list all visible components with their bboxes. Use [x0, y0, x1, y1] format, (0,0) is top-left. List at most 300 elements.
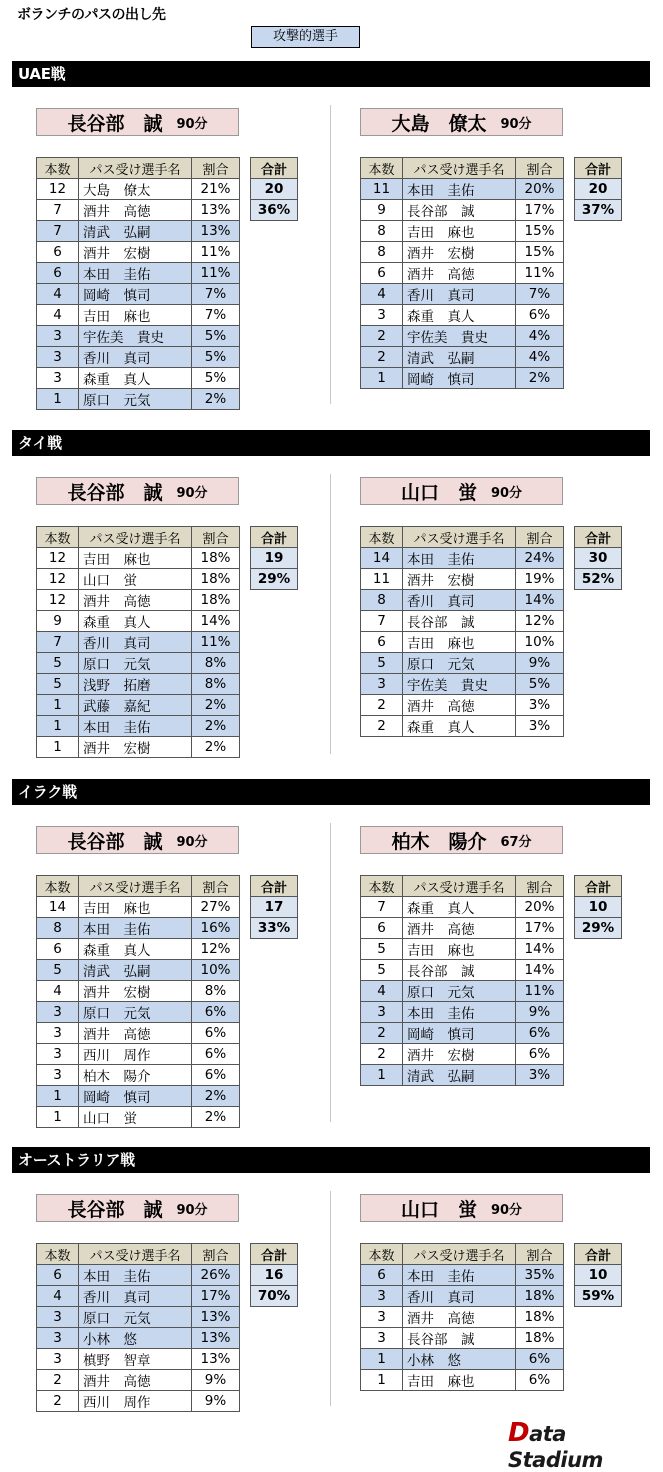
- total-header-row: [251, 1244, 298, 1265]
- header-ratio: 割合: [192, 1244, 240, 1265]
- total-count-row: [575, 1265, 622, 1286]
- pass-ratio: 14%: [516, 960, 564, 981]
- pass-ratio: 2%: [516, 368, 564, 389]
- table-row: [37, 1328, 240, 1349]
- pass-count: 3: [361, 674, 403, 695]
- header-total: 合計: [251, 158, 298, 179]
- header-total: 合計: [575, 1244, 622, 1265]
- pass-count: 2: [361, 1044, 403, 1065]
- pass-count: 5: [361, 960, 403, 981]
- pass-table: [360, 875, 564, 1086]
- receiver-name: 清武 弘嗣: [79, 960, 192, 981]
- table-row: [361, 1002, 564, 1023]
- player-name-box: [360, 1194, 563, 1222]
- pass-ratio: 3%: [516, 1065, 564, 1086]
- receiver-name: 酒井 宏樹: [403, 242, 516, 263]
- receiver-name: 宇佐美 貴史: [79, 326, 192, 347]
- pass-table: [36, 875, 240, 1128]
- pass-count: 6: [37, 242, 79, 263]
- total-count-row: [251, 179, 298, 200]
- table-row: [361, 1265, 564, 1286]
- player-name-box: [36, 477, 239, 505]
- pass-ratio: 18%: [516, 1286, 564, 1307]
- pass-count: 6: [37, 939, 79, 960]
- player-name: 長谷部 誠: [67, 112, 163, 135]
- pass-count: 7: [361, 897, 403, 918]
- pass-count: 5: [37, 653, 79, 674]
- pass-ratio: 13%: [192, 1349, 240, 1370]
- table-row: [37, 326, 240, 347]
- pass-count: 1: [37, 737, 79, 758]
- total-count-row: [575, 897, 622, 918]
- pass-ratio: 16%: [192, 918, 240, 939]
- pass-ratio: 4%: [516, 326, 564, 347]
- receiver-name: 酒井 高徳: [79, 1370, 192, 1391]
- pass-ratio: 26%: [192, 1265, 240, 1286]
- pass-ratio: 6%: [516, 1023, 564, 1044]
- column-divider: [330, 474, 331, 754]
- player-name: 長谷部 誠: [67, 830, 163, 853]
- header-count: 本数: [37, 527, 79, 548]
- table-header-row: [361, 876, 564, 897]
- table-row: [37, 1286, 240, 1307]
- receiver-name: 森重 真人: [79, 368, 192, 389]
- table-row: [37, 347, 240, 368]
- pass-count: 3: [361, 1307, 403, 1328]
- header-ratio: 割合: [516, 158, 564, 179]
- pass-count: 5: [361, 653, 403, 674]
- table-row: [361, 179, 564, 200]
- player-name: 長谷部 誠: [67, 1198, 163, 1221]
- pass-count: 3: [361, 1328, 403, 1349]
- total-count: 10: [575, 1265, 622, 1286]
- pass-count: 3: [37, 1044, 79, 1065]
- pass-ratio: 6%: [516, 305, 564, 326]
- header-count: 本数: [37, 158, 79, 179]
- receiver-name: 小林 悠: [403, 1349, 516, 1370]
- player-name: 大島 僚太: [391, 112, 487, 135]
- pass-ratio: 10%: [192, 960, 240, 981]
- pass-count: 6: [361, 918, 403, 939]
- receiver-name: 酒井 宏樹: [403, 569, 516, 590]
- receiver-name: 原口 元気: [79, 389, 192, 410]
- total-count-row: [251, 897, 298, 918]
- pass-ratio: 17%: [192, 1286, 240, 1307]
- table-row: [361, 632, 564, 653]
- table-row: [37, 1107, 240, 1128]
- receiver-name: 槙野 智章: [79, 1349, 192, 1370]
- player-minutes: 67分: [500, 834, 532, 850]
- table-row: [37, 263, 240, 284]
- table-row: [361, 1286, 564, 1307]
- receiver-name: 森重 真人: [403, 305, 516, 326]
- total-pct-row: [251, 569, 298, 590]
- total-header-row: [251, 876, 298, 897]
- column-divider: [330, 105, 331, 404]
- total-percent: 29%: [251, 569, 298, 590]
- header-receiver: パス受け選手名: [403, 527, 516, 548]
- pass-table: [360, 1243, 564, 1391]
- receiver-name: 吉田 麻也: [79, 305, 192, 326]
- section-header: タイ戦: [12, 430, 650, 456]
- table-row: [361, 653, 564, 674]
- total-count: 20: [251, 179, 298, 200]
- total-count: 17: [251, 897, 298, 918]
- pass-count: 5: [37, 674, 79, 695]
- pass-count: 3: [37, 1349, 79, 1370]
- pass-count: 4: [361, 284, 403, 305]
- table-row: [37, 918, 240, 939]
- table-row: [361, 981, 564, 1002]
- table-row: [361, 674, 564, 695]
- pass-ratio: 12%: [516, 611, 564, 632]
- table-row: [37, 695, 240, 716]
- pass-ratio: 21%: [192, 179, 240, 200]
- total-pct-row: [251, 1286, 298, 1307]
- player-name: 山口 蛍: [400, 1198, 477, 1221]
- table-row: [37, 737, 240, 758]
- table-row: [37, 981, 240, 1002]
- header-ratio: 割合: [192, 876, 240, 897]
- player-minutes: 90分: [490, 485, 523, 501]
- pass-ratio: 24%: [516, 548, 564, 569]
- receiver-name: 長谷部 誠: [403, 611, 516, 632]
- pass-count: 5: [37, 960, 79, 981]
- pass-ratio: 3%: [516, 695, 564, 716]
- table-row: [361, 939, 564, 960]
- pass-count: 4: [37, 981, 79, 1002]
- data-stadium-logo: [508, 1418, 663, 1472]
- page-title: ボランチのパスの出し先: [17, 7, 166, 23]
- pass-ratio: 19%: [516, 569, 564, 590]
- pass-table: [360, 526, 564, 737]
- pass-ratio: 3%: [516, 716, 564, 737]
- header-receiver: パス受け選手名: [403, 1244, 516, 1265]
- table-row: [361, 1307, 564, 1328]
- pass-ratio: 6%: [192, 1002, 240, 1023]
- pass-ratio: 5%: [192, 326, 240, 347]
- receiver-name: 香川 真司: [403, 284, 516, 305]
- pass-count: 6: [361, 263, 403, 284]
- total-count: 16: [251, 1265, 298, 1286]
- table-row: [37, 284, 240, 305]
- table-row: [37, 960, 240, 981]
- pass-count: 3: [361, 1286, 403, 1307]
- receiver-name: 本田 圭佑: [79, 918, 192, 939]
- header-ratio: 割合: [516, 527, 564, 548]
- header-count: 本数: [361, 158, 403, 179]
- pass-count: 2: [361, 1023, 403, 1044]
- receiver-name: 岡崎 慎司: [403, 368, 516, 389]
- pass-ratio: 27%: [192, 897, 240, 918]
- pass-count: 8: [361, 221, 403, 242]
- pass-ratio: 13%: [192, 200, 240, 221]
- pass-ratio: 6%: [516, 1370, 564, 1391]
- table-row: [37, 389, 240, 410]
- total-count-row: [575, 179, 622, 200]
- pass-ratio: 11%: [192, 242, 240, 263]
- pass-ratio: 13%: [192, 1328, 240, 1349]
- header-total: 合計: [251, 527, 298, 548]
- player-name-box: [360, 826, 563, 854]
- pass-ratio: 6%: [192, 1065, 240, 1086]
- table-row: [37, 611, 240, 632]
- receiver-name: 香川 真司: [403, 590, 516, 611]
- table-row: [37, 548, 240, 569]
- header-ratio: 割合: [192, 527, 240, 548]
- pass-ratio: 2%: [192, 1107, 240, 1128]
- header-receiver: パス受け選手名: [79, 1244, 192, 1265]
- table-row: [37, 716, 240, 737]
- receiver-name: 大島 僚太: [79, 179, 192, 200]
- pass-ratio: 11%: [516, 263, 564, 284]
- pass-ratio: 11%: [192, 263, 240, 284]
- pass-ratio: 8%: [192, 981, 240, 1002]
- pass-count: 7: [361, 611, 403, 632]
- pass-ratio: 15%: [516, 221, 564, 242]
- receiver-name: 本田 圭佑: [403, 548, 516, 569]
- pass-ratio: 5%: [516, 674, 564, 695]
- pass-ratio: 18%: [192, 590, 240, 611]
- pass-count: 7: [37, 200, 79, 221]
- pass-count: 12: [37, 548, 79, 569]
- pass-table: [36, 157, 240, 410]
- pass-count: 4: [37, 1286, 79, 1307]
- logo-initial: D: [508, 1418, 530, 1448]
- total-header-row: [575, 158, 622, 179]
- pass-count: 3: [37, 326, 79, 347]
- total-table: [250, 875, 298, 939]
- section-header: オーストラリア戦: [12, 1147, 650, 1173]
- pass-count: 6: [37, 263, 79, 284]
- table-row: [37, 569, 240, 590]
- pass-count: 7: [37, 221, 79, 242]
- pass-count: 4: [37, 284, 79, 305]
- pass-ratio: 12%: [192, 939, 240, 960]
- receiver-name: 酒井 高徳: [403, 695, 516, 716]
- total-percent: 29%: [575, 918, 622, 939]
- pass-ratio: 17%: [516, 200, 564, 221]
- player-name-box: [36, 108, 239, 136]
- pass-count: 2: [37, 1391, 79, 1412]
- header-total: 合計: [575, 527, 622, 548]
- receiver-name: 清武 弘嗣: [79, 221, 192, 242]
- total-percent: 59%: [575, 1286, 622, 1307]
- receiver-name: 吉田 麻也: [403, 632, 516, 653]
- pass-ratio: 2%: [192, 716, 240, 737]
- column-divider: [330, 823, 331, 1122]
- table-row: [37, 1002, 240, 1023]
- header-receiver: パス受け選手名: [79, 876, 192, 897]
- player-minutes: 90分: [490, 1202, 523, 1218]
- pass-count: 1: [37, 695, 79, 716]
- total-table: [250, 1243, 298, 1307]
- pass-ratio: 4%: [516, 347, 564, 368]
- receiver-name: 西川 周作: [79, 1391, 192, 1412]
- receiver-name: 香川 真司: [79, 632, 192, 653]
- pass-count: 3: [37, 368, 79, 389]
- pass-count: 12: [37, 590, 79, 611]
- pass-count: 1: [37, 1086, 79, 1107]
- table-row: [361, 1370, 564, 1391]
- pass-count: 1: [361, 1065, 403, 1086]
- receiver-name: 岡崎 慎司: [79, 1086, 192, 1107]
- receiver-name: 酒井 宏樹: [403, 1044, 516, 1065]
- receiver-name: 原口 元気: [79, 1002, 192, 1023]
- pass-count: 9: [361, 200, 403, 221]
- total-count-row: [251, 1265, 298, 1286]
- header-receiver: パス受け選手名: [403, 876, 516, 897]
- pass-count: 3: [37, 1002, 79, 1023]
- pass-count: 8: [361, 590, 403, 611]
- pass-ratio: 7%: [192, 305, 240, 326]
- table-row: [37, 179, 240, 200]
- receiver-name: 長谷部 誠: [403, 1328, 516, 1349]
- header-receiver: パス受け選手名: [79, 158, 192, 179]
- table-row: [37, 242, 240, 263]
- table-row: [37, 368, 240, 389]
- receiver-name: 本田 圭佑: [79, 263, 192, 284]
- receiver-name: 清武 弘嗣: [403, 347, 516, 368]
- receiver-name: 吉田 麻也: [403, 1370, 516, 1391]
- column-divider: [330, 1191, 331, 1406]
- total-header-row: [575, 527, 622, 548]
- table-row: [361, 305, 564, 326]
- total-pct-row: [575, 1286, 622, 1307]
- pass-count: 1: [361, 1349, 403, 1370]
- pass-count: 4: [37, 305, 79, 326]
- receiver-name: 本田 圭佑: [403, 1265, 516, 1286]
- player-name-box: [360, 477, 563, 505]
- table-row: [361, 716, 564, 737]
- pass-count: 1: [37, 716, 79, 737]
- player-name-box: [360, 108, 563, 136]
- table-row: [37, 1044, 240, 1065]
- table-header-row: [37, 1244, 240, 1265]
- pass-ratio: 2%: [192, 1086, 240, 1107]
- receiver-name: 原口 元気: [79, 1307, 192, 1328]
- pass-ratio: 9%: [192, 1391, 240, 1412]
- receiver-name: 柏木 陽介: [79, 1065, 192, 1086]
- header-receiver: パス受け選手名: [403, 158, 516, 179]
- pass-count: 1: [361, 368, 403, 389]
- total-percent: 52%: [575, 569, 622, 590]
- total-table: [574, 1243, 622, 1307]
- total-header-row: [575, 1244, 622, 1265]
- receiver-name: 原口 元気: [403, 653, 516, 674]
- pass-count: 6: [37, 1265, 79, 1286]
- header-count: 本数: [37, 876, 79, 897]
- receiver-name: 酒井 宏樹: [79, 242, 192, 263]
- receiver-name: 酒井 高徳: [403, 263, 516, 284]
- table-row: [361, 221, 564, 242]
- receiver-name: 武藤 嘉紀: [79, 695, 192, 716]
- receiver-name: 浅野 拓磨: [79, 674, 192, 695]
- table-row: [361, 242, 564, 263]
- total-percent: 36%: [251, 200, 298, 221]
- pass-count: 4: [361, 981, 403, 1002]
- player-minutes: 90分: [500, 116, 532, 132]
- total-table: [574, 526, 622, 590]
- table-row: [361, 1328, 564, 1349]
- table-row: [37, 939, 240, 960]
- pass-ratio: 2%: [192, 695, 240, 716]
- total-pct-row: [251, 918, 298, 939]
- pass-ratio: 11%: [192, 632, 240, 653]
- pass-ratio: 5%: [192, 368, 240, 389]
- table-header-row: [37, 158, 240, 179]
- player-name-box: [36, 826, 239, 854]
- receiver-name: 森重 真人: [403, 897, 516, 918]
- table-row: [361, 1065, 564, 1086]
- pass-count: 14: [361, 548, 403, 569]
- receiver-name: 本田 圭佑: [403, 179, 516, 200]
- table-row: [37, 632, 240, 653]
- table-row: [361, 200, 564, 221]
- total-count: 20: [575, 179, 622, 200]
- total-table: [574, 157, 622, 221]
- pass-ratio: 13%: [192, 1307, 240, 1328]
- legend-attacking-players: 攻撃的選手: [251, 26, 360, 48]
- header-ratio: 割合: [516, 876, 564, 897]
- table-row: [361, 284, 564, 305]
- pass-count: 2: [361, 326, 403, 347]
- pass-ratio: 13%: [192, 221, 240, 242]
- receiver-name: 長谷部 誠: [403, 960, 516, 981]
- table-row: [361, 368, 564, 389]
- pass-ratio: 6%: [192, 1023, 240, 1044]
- pass-count: 2: [361, 716, 403, 737]
- header-ratio: 割合: [192, 158, 240, 179]
- pass-ratio: 8%: [192, 653, 240, 674]
- pass-ratio: 20%: [516, 897, 564, 918]
- table-header-row: [37, 876, 240, 897]
- table-row: [37, 200, 240, 221]
- pass-table: [360, 157, 564, 389]
- pass-count: 12: [37, 179, 79, 200]
- player-name: 長谷部 誠: [67, 481, 163, 504]
- pass-ratio: 14%: [192, 611, 240, 632]
- header-count: 本数: [361, 1244, 403, 1265]
- receiver-name: 酒井 高徳: [79, 1023, 192, 1044]
- receiver-name: 本田 圭佑: [403, 1002, 516, 1023]
- table-header-row: [37, 527, 240, 548]
- pass-ratio: 18%: [516, 1307, 564, 1328]
- table-header-row: [361, 527, 564, 548]
- total-count: 30: [575, 548, 622, 569]
- table-row: [37, 1065, 240, 1086]
- pass-ratio: 10%: [516, 632, 564, 653]
- total-count: 10: [575, 897, 622, 918]
- player-name: 山口 蛍: [400, 481, 477, 504]
- total-count: 19: [251, 548, 298, 569]
- receiver-name: 香川 真司: [79, 1286, 192, 1307]
- table-row: [37, 1391, 240, 1412]
- pass-ratio: 8%: [192, 674, 240, 695]
- logo-text: ata Stadium: [508, 1422, 603, 1472]
- table-row: [361, 611, 564, 632]
- receiver-name: 宇佐美 貴史: [403, 674, 516, 695]
- total-percent: 37%: [575, 200, 622, 221]
- table-header-row: [361, 1244, 564, 1265]
- pass-count: 6: [361, 632, 403, 653]
- total-pct-row: [575, 200, 622, 221]
- header-total: 合計: [575, 158, 622, 179]
- pass-ratio: 18%: [192, 569, 240, 590]
- pass-count: 2: [361, 347, 403, 368]
- pass-count: 3: [37, 347, 79, 368]
- receiver-name: 森重 真人: [79, 611, 192, 632]
